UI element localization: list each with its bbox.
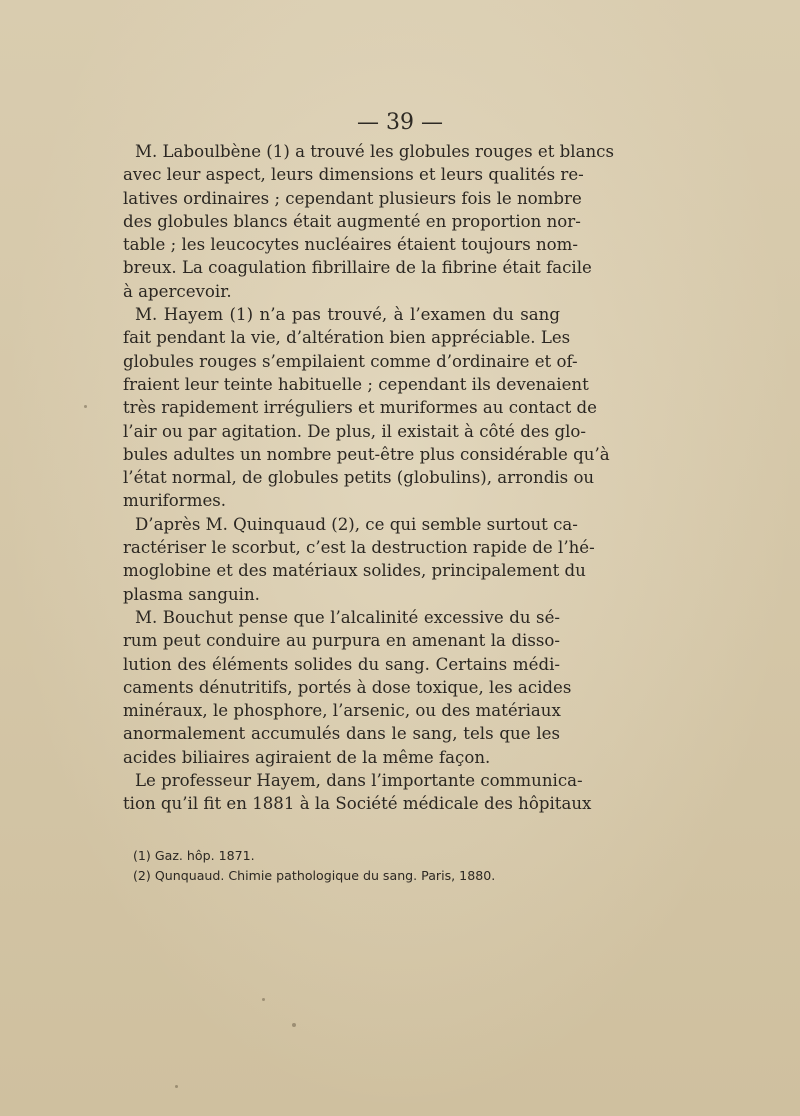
paper-speck bbox=[262, 998, 265, 1001]
text-line: moglobine et des matériaux solides, principalement du bbox=[123, 561, 586, 581]
paragraph-bouchut bbox=[123, 606, 572, 769]
paper-speck bbox=[292, 1023, 296, 1027]
text-line: M. Hayem (1) n’a pas trouvé, à l’examen du sang bbox=[135, 305, 560, 325]
text-line: globules rouges s’empilaient comme d’ordinaire et of- bbox=[123, 351, 578, 371]
footnotes bbox=[133, 846, 563, 886]
footnote-2: (2) Qunquaud. Chimie pathologique du sang. Paris, 1880. bbox=[133, 868, 496, 883]
text-line: très rapidement irréguliers et muriformes au contact de bbox=[123, 398, 597, 418]
text-line: rum peut conduire au purpura en amenant la disso- bbox=[123, 631, 560, 651]
page-number: — 39 — bbox=[357, 110, 443, 135]
text-line: fait pendant la vie, d’altération bien appréciable. Les bbox=[123, 328, 571, 348]
text-line: l’air ou par agitation. De plus, il existait à côté des glo- bbox=[123, 421, 587, 441]
text-line: à apercevoir. bbox=[123, 281, 232, 301]
text-line: fraient leur teinte habituelle ; cependant ils devenaient bbox=[123, 374, 589, 394]
text-line: acides biliaires agiraient de la même façon. bbox=[123, 747, 491, 767]
body-text bbox=[123, 140, 614, 816]
text-line: avec leur aspect, leurs dimensions et leurs qualités re- bbox=[123, 165, 584, 185]
paragraph-laboulbene bbox=[123, 140, 614, 303]
text-line: l’état normal, de globules petits (globulins), arrondis ou bbox=[123, 468, 595, 488]
paragraph-hayem bbox=[123, 303, 610, 513]
text-line: D’après M. Quinquaud (2), ce qui semble surtout ca- bbox=[135, 514, 578, 534]
text-line: caments dénutritifs, portés à dose toxique, les acides bbox=[123, 677, 572, 697]
text-line: plasma sanguin. bbox=[123, 584, 260, 604]
text-line: M. Bouchut pense que l’alcalinité excessive du sé- bbox=[135, 607, 560, 627]
text-line: table ; les leucocytes nucléaires étaient toujours nom- bbox=[123, 235, 578, 255]
text-line: ractériser le scorbut, c’est la destruction rapide de l’hé- bbox=[123, 538, 595, 558]
text-line: minéraux, le phosphore, l’arsenic, ou des matériaux bbox=[123, 701, 561, 721]
text-line: Le professeur Hayem, dans l’importante communica- bbox=[135, 771, 583, 791]
paragraph-quinquaud bbox=[123, 513, 595, 606]
text-line: lution des éléments solides du sang. Certains médi- bbox=[123, 654, 560, 674]
text-line: breux. La coagulation fibrillaire de la fibrine était facile bbox=[123, 258, 592, 278]
paragraph-professeur-hayem bbox=[123, 769, 592, 816]
text-line: bules adultes un nombre peut-être plus considérable qu’à bbox=[123, 444, 610, 464]
text-line: muriformes. bbox=[123, 491, 227, 511]
footnote-1: (1) Gaz. hôp. 1871. bbox=[133, 848, 255, 863]
paper-speck bbox=[84, 405, 87, 408]
text-line: anormalement accumulés dans le sang, tels que les bbox=[123, 724, 560, 744]
text-line: M. Laboulbène (1) a trouvé les globules rouges et blancs bbox=[135, 142, 614, 161]
text-line: latives ordinaires ; cependant plusieurs fois le nombre bbox=[123, 188, 582, 208]
text-line: tion qu’il fit en 1881 à la Société médicale des hôpitaux bbox=[123, 794, 592, 814]
text-line: des globules blancs était augmenté en proportion nor- bbox=[123, 211, 581, 231]
paper-speck bbox=[175, 1085, 178, 1088]
